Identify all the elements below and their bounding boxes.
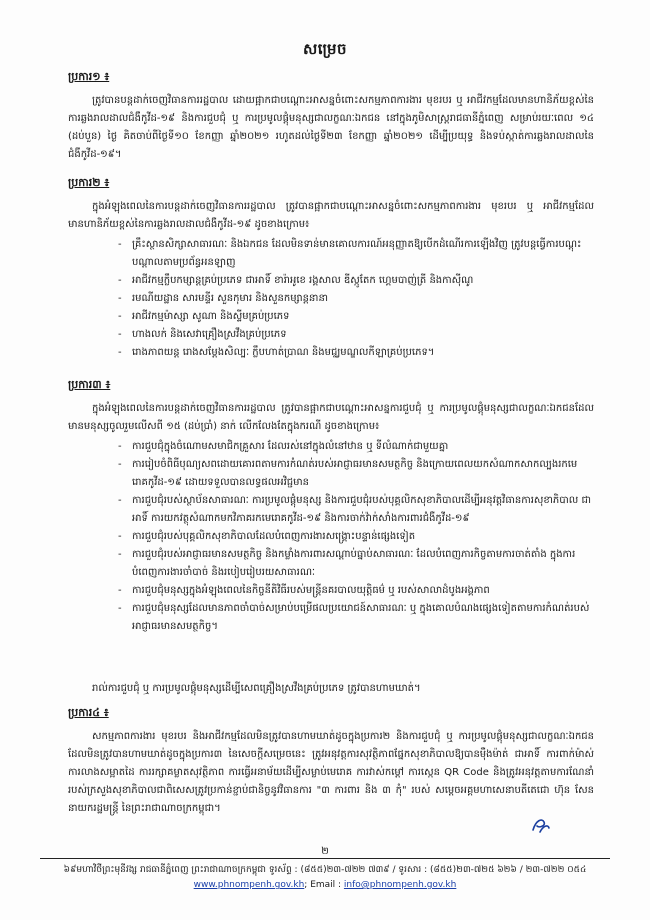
list-item: - ការជួបជុំក្នុងចំណោមសមាជិកគ្រួសារ ដែលរស់នៅក្នុងលំនៅឋាន ឬ ទីលំណាក់ជាមួយគ្នា: [118, 438, 594, 456]
page-title: សម្រេច: [302, 40, 348, 58]
list-item: - ការរៀបចំពិធីបុណ្យសពដោយគោរពតាមការកំណត់របស់អាជ្ញាធរមានសមត្ថកិច្ច និងក្រោយពេលយកសំណាកសាកល្បងរកមេរោគកូវីដ-១៩ ដោយទទួលបានលទ្ធផលអវិជ្ជមាន: [118, 456, 594, 492]
list-item: - ការជួបជុំមនុស្សក្នុងអំឡុងពេលនៃកិច្ចនីតិវិធីរបស់មន្ត្រីនគរបាលយុត្តិធម៌ ឬ របស់សាលាដំបូងអង្គភាព: [118, 582, 594, 600]
website-link[interactable]: www.phnompenh.gov.kh: [193, 880, 305, 890]
article-4-body: សកម្មភាពការងារ មុខរបរ និងអាជីវកម្មដែលមិនត្រូវបានហាមឃាត់ដូចក្នុងប្រការ២ និងការជួបជុំ ឬ ការប្រមូលផ្តុំមនុស្សជាលក្ខណៈឯកជនដែលមិនត្រូវបានហាមឃាត់ដូចក្នុងប្រការ៣ នៃសេចក្តីសម្រេចនេះ ត្រូវអនុវត្តការសុវត្ថិភាពផ្នែកសុខាភិបាលឱ្យបានម៉ឺងម៉ាត់ ជាអាទិ៍ ការពាក់ម៉ាស់ ការលាងសម្អាតដៃ ការរក្សាគម្លាតសុវត្ថិភាព ការធ្វើអនាម័យដើម្បីសម្លាប់មេរោគ ការវាស់កម្តៅ ការស្កេន QR Code និងត្រូវអនុវត្តតាមការណែនាំរបស់ក្រសួងសុខាភិបាលជាពិសេសត្រូវប្រកាន់ខ្ជាប់ជានិច្ចនូវវិធានការ "៣ ការពារ និង ៣ កុំ" របស់ សម្តេចអគ្គមហាសេនាបតីតេជោ ហ៊ុន សែន នាយករដ្ឋមន្ត្រី នៃព្រះរាជាណាចក្រកម្ពុជា។: [68, 731, 594, 814]
list-item: - អាជីវកម្មម៉ាស្សា សូណា និងស្ទីមគ្រប់ប្រភេទ: [118, 308, 594, 326]
list-item: - រោងភាពយន្ត រោងសម្តែងសិល្បៈ ក្លឹបហាត់ប្រាណ និងមជ្ឈមណ្ឌលកីឡាគ្រប់ប្រភេទ។: [118, 344, 594, 362]
list-item: - ហាងលក់ និងសេវាគ្រឿងស្រវឹងគ្រប់ប្រភេទ: [118, 326, 594, 344]
article-2-intro: ក្នុងអំឡុងពេលនៃការបន្តដាក់ចេញវិធានការរដ្ឋបាល ត្រូវបានផ្អាកជាបណ្តោះអាសន្នចំពោះសកម្មភាពការងារ មុខរបរ ឬ អាជីវកម្មដែលមានហានិភ័យខ្ពស់នៃការឆ្លងរាលដាលជំងឺកូវីដ-១៩ ដូចខាងក្រោម៖: [68, 201, 594, 230]
list-item: - គ្រឹះស្ថានសិក្សាសាធារណៈ និងឯកជន ដែលមិនទាន់មានគោលការណ៍អនុញ្ញាតឱ្យបើកដំណើរការឡើងវិញ ត្រូវបន្តធ្វើការបណ្តុះបណ្តាលតាមប្រព័ន្ធអនឡាញ: [118, 236, 594, 272]
article-3-closing: រាល់ការជួបជុំ ឬ ការប្រមូលផ្តុំមនុស្សដើម្បីសេពគ្រឿងស្រវឹងគ្រប់ប្រភេទ ត្រូវបានហាមឃាត់។: [92, 683, 421, 694]
article-1-body: ត្រូវបានបន្តដាក់ចេញវិធានការរដ្ឋបាល ដោយផ្អាកជាបណ្តោះអាសន្នចំពោះសកម្មភាពការងារ មុខរបរ ឬ អាជីវកម្មដែលមានហានិភ័យខ្ពស់នៃការឆ្លងរាលដាលជំងឺកូវីដ-១៩ និងការជួបជុំ ឬ ការប្រមូលផ្តុំមនុស្សជាលក្ខណៈឯកជន នៅក្នុងភូមិសាស្ត្ររាជធានីភ្នំពេញ សម្រាប់រយៈពេល ១៤ (ដប់បួន) ថ្ងៃ គិតចាប់ពីថ្ងៃទី១០ ខែកញ្ញា ឆ្នាំ២០២១ រហូតដល់ថ្ងៃទី២៣ ខែកញ្ញា ឆ្នាំ២០២១ ដើម្បីប្រយុទ្ធ និងទប់ស្កាត់ការឆ្លងរាលដាលនៃជំងឺកូវីដ-១៩។: [68, 95, 594, 160]
initials-signature-icon: [530, 814, 552, 836]
list-item: - ការជួបជុំរបស់បុគ្គលិកសុខាភិបាលដែលបំពេញការងារសង្គ្រោះបន្ទាន់ផ្សេងទៀត: [118, 528, 594, 546]
footer-address: ៦៩មហាវិថីព្រះមុនីវង្ស រាជធានីភ្នំពេញ ព្រះរាជាណាចក្រកម្ពុជា ទូរស័ព្ទ : (៨៥៥)២៣-៧២២ ៧៣៩ / ទូរសារ : (៨៥៥)២៣-៧២៥ ៦២៦ / ២៣-៧២២ ០៥៤: [63, 865, 587, 875]
article-3-heading: ប្រការ៣ ៖: [68, 378, 111, 391]
article-2-heading: ប្រការ២ ៖: [68, 176, 110, 189]
list-item: - រមណីយដ្ឋាន សារមន្ទីរ សួនកុមារ និងសួនកម្សាន្តនានា: [118, 290, 594, 308]
article-1-heading: ប្រការ១ ៖: [68, 70, 110, 83]
list-item: - ការជួបជុំរបស់អាជ្ញាធរមានសមត្ថកិច្ច និងកម្លាំងការពារសណ្តាប់ធ្នាប់សាធារណៈ ដែលបំពេញភារកិច្ចតាមការចាត់តាំង ក្នុងការបំពេញការងារចាំបាច់ និងរបៀបរៀបរយសាធារណៈ: [118, 546, 594, 582]
article-2-list: [118, 236, 594, 362]
list-item: - ការជួបជុំរបស់ស្ថាប័នសាធារណៈ ការប្រមូលផ្តុំមនុស្ស និងការជួបជុំរបស់បុគ្គលិកសុខាភិបាលដើម្បីអនុវត្តវិធានការសុខាភិបាល ជាអាទិ៍ ការយកវត្ថុសំណាកមកវិភាគរកមេរោគកូវីដ-១៩ និងការចាក់វ៉ាក់សាំងការពារជំងឺកូវីដ-១៩: [118, 492, 594, 528]
article-3-list: [118, 438, 594, 636]
email-label: ; Email :: [304, 880, 344, 890]
page-number: ២: [321, 846, 329, 857]
article-3-intro: ក្នុងអំឡុងពេលនៃការបន្តដាក់ចេញវិធានការរដ្ឋបាល ត្រូវបានផ្អាកជាបណ្តោះអាសន្នការជួបជុំ ឬ ការប្រមូលផ្តុំមនុស្សជាលក្ខណៈឯកជនដែលមានមនុស្សចូលរួមលើសពី ១៥ (ដប់ប្រាំ) នាក់ លើកលែងតែក្នុងករណី ដូចខាងក្រោម៖: [68, 403, 594, 432]
article-4-heading: ប្រការ៤ ៖: [68, 706, 109, 719]
list-item: - ការជួបជុំមនុស្សដែលមានភាពចាំបាច់សម្រាប់បម្រើផលប្រយោជន៍សាធារណៈ ឬ ក្នុងគោលបំណងផ្សេងទៀតតាមការកំណត់របស់អាជ្ញាធរមានសមត្ថកិច្ច។: [118, 600, 594, 636]
email-link[interactable]: info@phnompenh.gov.kh: [343, 880, 457, 890]
footer-divider: [40, 858, 610, 859]
list-item: - អាជីវកម្មក្លឹបកម្សាន្តគ្រប់ប្រភេទ ជាអាទិ៍ ខារ៉ាអូខេ រង្គសាល ឌីស្កូតែក ហ្គេមបាញ់ត្រី និងកាស៊ីណូ: [118, 272, 594, 290]
footer-contact: [0, 880, 650, 890]
